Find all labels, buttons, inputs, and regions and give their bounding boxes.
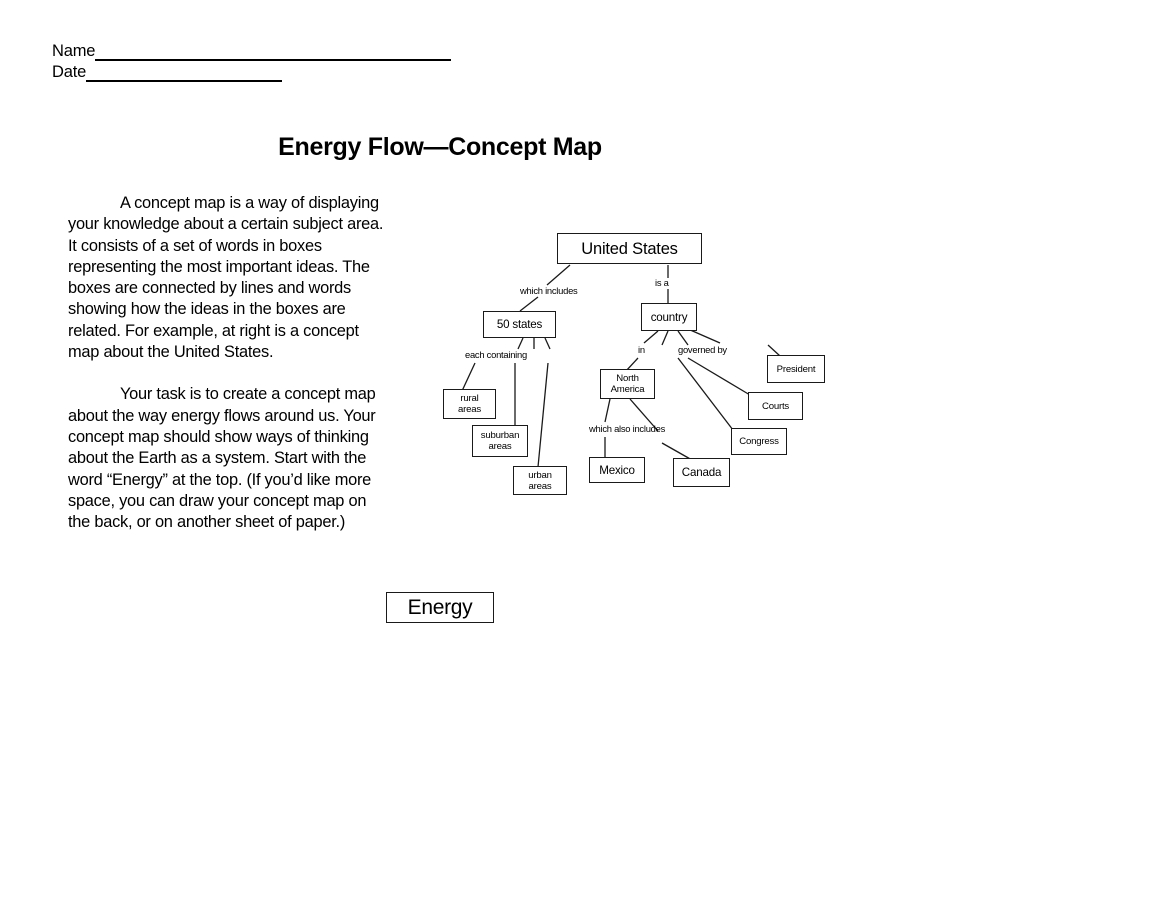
node-president <box>767 355 825 383</box>
link-label-which-also-includes: which also includes <box>589 423 666 434</box>
node-suburban-areas <box>472 425 528 457</box>
node-urban-areas-label: urban areas <box>528 469 552 492</box>
link-label-which-includes: which includes <box>520 285 578 296</box>
link-label-each-containing: each containing <box>465 349 527 360</box>
link-label-governed-by: governed by <box>678 344 727 355</box>
date-label: Date <box>52 63 87 81</box>
name-field-row <box>52 42 472 63</box>
node-congress-label: Congress <box>739 436 779 447</box>
page-title: Energy Flow—Concept Map <box>278 133 602 161</box>
node-rural-areas-label: rural areas <box>458 393 481 415</box>
node-country-label: country <box>650 310 688 324</box>
header-fields <box>52 42 472 84</box>
name-write-in-line[interactable] <box>95 45 451 61</box>
energy-start-box[interactable] <box>386 592 494 623</box>
energy-start-label: Energy <box>407 595 473 619</box>
node-country <box>641 303 697 331</box>
node-mexico-label: Mexico <box>599 463 635 477</box>
node-urban-areas <box>513 466 567 495</box>
example-concept-map <box>430 225 850 510</box>
node-suburban-areas-label: suburban areas <box>480 430 520 452</box>
link-label-in: in <box>638 344 645 355</box>
node-canada-label: Canada <box>681 466 722 479</box>
node-courts <box>748 392 803 420</box>
node-north-america-label: North America <box>610 373 645 395</box>
node-north-america <box>600 369 655 399</box>
node-united-states <box>557 233 702 264</box>
date-field-row <box>52 63 472 84</box>
node-50-states-label: 50 states <box>496 318 543 331</box>
node-50-states <box>483 311 556 338</box>
node-canada <box>673 458 730 487</box>
node-courts-label: Courts <box>761 400 790 412</box>
link-label-is-a: is a <box>655 277 669 288</box>
instructions-block <box>68 193 392 533</box>
node-rural-areas <box>443 389 496 419</box>
name-label: Name <box>52 42 96 60</box>
node-united-states-label: United States <box>581 239 678 258</box>
node-president-label: President <box>776 363 816 375</box>
node-congress <box>731 428 787 455</box>
node-mexico <box>589 457 645 483</box>
date-write-in-line[interactable] <box>86 66 282 82</box>
instructions-paragraph-2: Your task is to create a concept map about the way energy flows around us. Your concept map should show ways of thinking about the Earth as a system. Start with the word “Energy” at the top. (If you’d like more space, you can draw your concept map on the back, or on another sheet of paper.) <box>68 385 376 532</box>
instructions-paragraph-1: A concept map is a way of displaying your knowledge about a certain subject area. It consists of a set of words in boxes representing the most important ideas. The boxes are connected by lines and words showing how the ideas in the boxes are related. For example, at right is a concept map about the United States. <box>68 194 384 362</box>
